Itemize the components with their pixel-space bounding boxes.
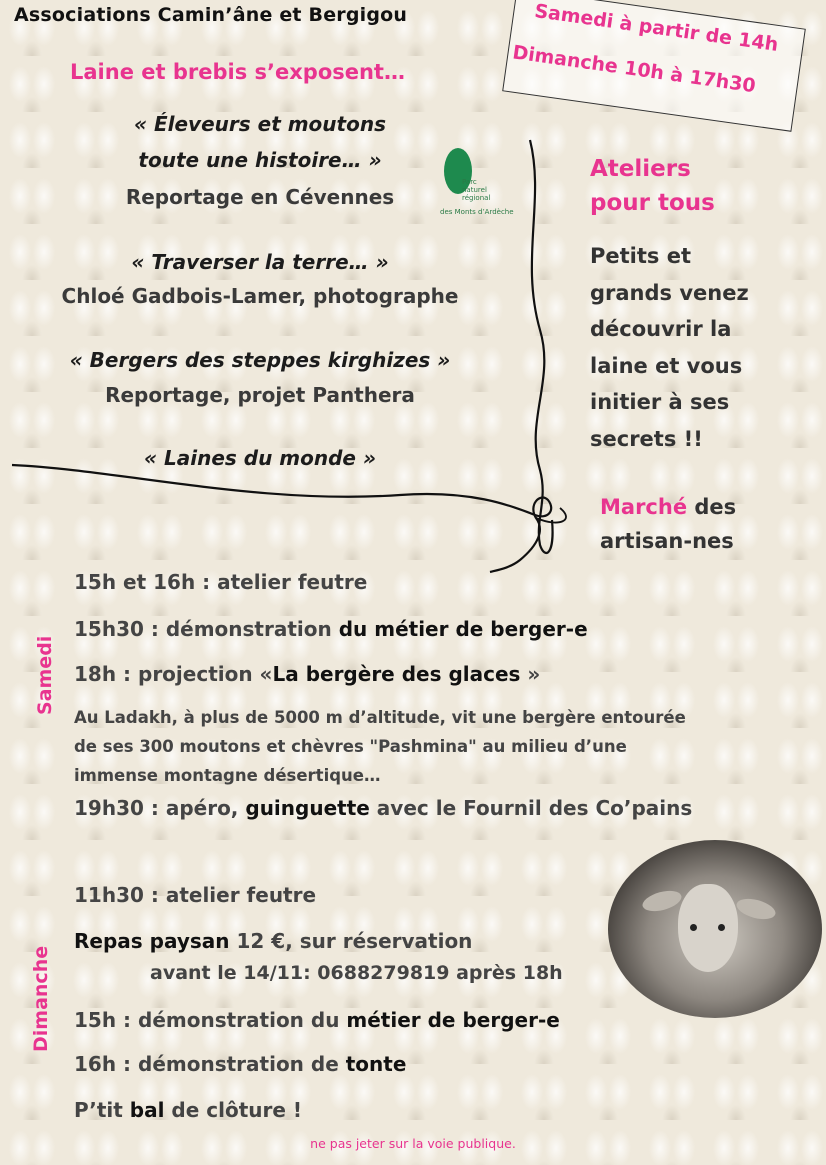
saturday-row-1	[74, 570, 367, 594]
sunday-label: Dimanche	[30, 945, 52, 1052]
sunday-row-3	[74, 1008, 560, 1032]
sunday-row-3-text: : démonstration du	[116, 1008, 347, 1032]
sunday-row-4-text: : démonstration de	[116, 1052, 346, 1076]
workshops-text-line: laine et vous	[590, 353, 743, 378]
expo-item-3-title: « Bergers des steppes kirghizes »	[69, 348, 451, 372]
saturday-row-3-end: »	[520, 662, 541, 686]
workshops-text-line: initier à ses	[590, 390, 730, 414]
sunday-row-1-time: 11h30	[74, 883, 144, 907]
market-text	[600, 490, 736, 558]
saturday-row-3	[74, 662, 540, 686]
workshops-title-line-1: Ateliers	[590, 156, 691, 182]
workshops-text-line: grands venez	[590, 280, 749, 305]
saturday-row-1-time: 15h et 16h	[74, 570, 196, 594]
workshops-text-line: Petits et	[590, 244, 692, 268]
expo-item-1-title-cont: toute une histoire… »	[138, 148, 382, 172]
sheep-photo	[608, 840, 822, 1018]
expo-item-1-subtitle: Reportage en Cévennes	[125, 185, 395, 209]
saturday-row-3-text: : projection «	[116, 662, 273, 686]
sunday-row-2-reservation: avant le 14/11: 0688279819 après 18h	[150, 962, 563, 984]
organizers-title: Associations Camin’âne et Bergigou	[14, 4, 408, 26]
sunday-row-3-highlight: métier de berger-e	[346, 1008, 560, 1032]
sunday-row-5-text: de clôture !	[164, 1098, 303, 1122]
sunday-row-5	[74, 1098, 302, 1122]
sunday-row-2	[74, 929, 472, 953]
park-logo-text-2: des Monts d’Ardèche	[440, 208, 514, 216]
market-word: Marché	[600, 495, 688, 519]
expo-item-1-title: « Éleveurs et moutons	[134, 112, 386, 136]
saturday-label: Samedi	[34, 635, 56, 715]
sunday-row-5-pre: P’tit	[74, 1098, 130, 1122]
expo-item-3-subtitle: Reportage, projet Panthera	[105, 383, 415, 407]
sunday-row-2-highlight: Repas paysan	[74, 929, 230, 953]
park-logo-text: Parc naturel régional	[462, 178, 491, 202]
exhibition-title: Laine et brebis s’exposent…	[70, 60, 405, 84]
saturday-row-1-text: : atelier feutre	[195, 570, 368, 594]
saturday-row-2-text: : démonstration	[143, 617, 339, 641]
saturday-row-2	[74, 617, 588, 641]
market-rest: des	[687, 495, 737, 519]
market-line-2: artisan-nes	[600, 529, 734, 553]
saturday-row-4	[74, 796, 692, 820]
saturday-row-4-time: 19h30	[74, 796, 144, 820]
saturday-row-3-time: 18h	[74, 662, 117, 686]
sunday-row-2-text: 12 €, sur réservation	[229, 929, 473, 953]
film-description-line: Au Ladakh, à plus de 5000 m d’altitude, vit une bergère entourée	[74, 708, 686, 727]
saturday-row-4-highlight: guinguette	[245, 796, 370, 820]
expo-item-4-title: « Laines du monde »	[144, 446, 376, 470]
sunday-row-1-text: : atelier feutre	[143, 883, 317, 907]
sunday-row-4	[74, 1052, 406, 1076]
workshops-title	[590, 152, 715, 220]
film-description-line: immense montagne désertique…	[74, 766, 381, 785]
saturday-row-3-highlight: La bergère des glaces	[272, 662, 521, 686]
sunday-row-4-time: 16h	[74, 1052, 117, 1076]
sunday-row-3-time: 15h	[74, 1008, 117, 1032]
saturday-row-2-time: 15h30	[74, 617, 144, 641]
expo-item-2-title: « Traverser la terre… »	[131, 250, 389, 274]
footer-notice: ne pas jeter sur la voie publique.	[310, 1136, 516, 1151]
dates-box	[502, 0, 806, 132]
workshops-text-line: secrets !!	[590, 426, 703, 451]
saturday-row-4-end: avec le Fournil des Co’pains	[369, 796, 693, 820]
expo-item-2-subtitle: Chloé Gadbois-Lamer, photographe	[61, 284, 459, 308]
dates-sunday: Dimanche 10h à 17h30	[511, 41, 758, 98]
saturday-row-4-text: : apéro,	[143, 796, 246, 820]
film-description	[74, 703, 824, 790]
saturday-row-2-highlight: du métier de berger-e	[338, 617, 588, 641]
workshops-text-line: découvrir la	[590, 317, 732, 341]
sunday-row-1	[74, 883, 316, 907]
sunday-row-4-highlight: tonte	[345, 1052, 407, 1076]
park-logo-icon	[440, 148, 514, 218]
workshops-title-line-2: pour tous	[590, 190, 715, 216]
film-description-line: de ses 300 moutons et chèvres "Pashmina" au milieu d’une	[74, 737, 627, 756]
dates-saturday: Samedi à partir de 14h	[533, 0, 780, 57]
sunday-row-5-highlight: bal	[129, 1098, 165, 1122]
workshops-text	[590, 238, 820, 457]
